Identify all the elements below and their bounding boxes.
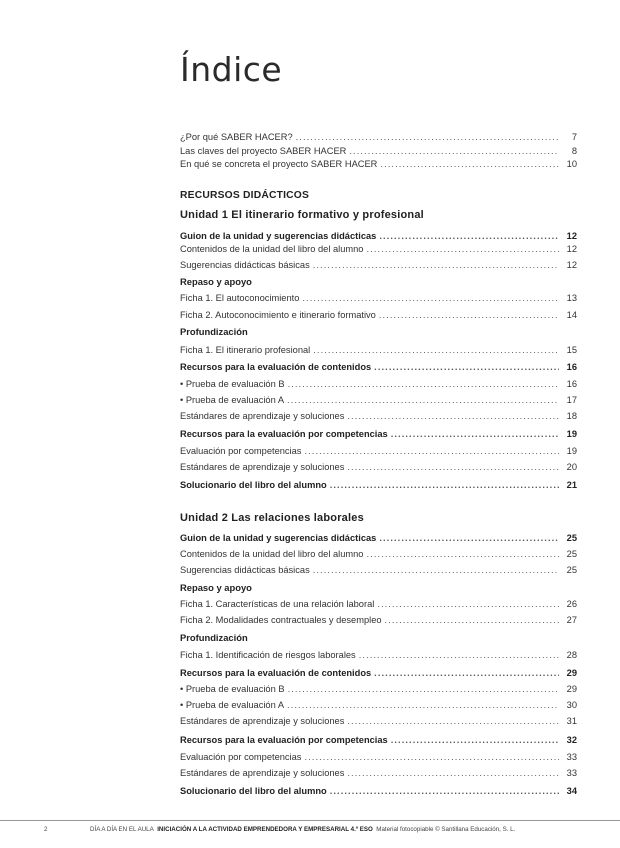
toc-entry-page: 29: [566, 684, 577, 694]
toc-entry-page: 13: [566, 293, 577, 303]
toc-entry-page: 18: [566, 411, 577, 421]
subsection-heading: Profundización: [180, 326, 248, 337]
toc-entry-page: 33: [566, 752, 577, 762]
toc-entry-label: Estándares de aprendizaje y soluciones: [180, 462, 345, 472]
toc-entry[interactable]: [180, 410, 577, 422]
toc-entry-page: 7: [571, 132, 577, 142]
toc-entry[interactable]: [180, 751, 577, 763]
toc-entry[interactable]: [180, 461, 577, 473]
toc-entry-label: Ficha 1. Características de una relación laboral: [180, 599, 375, 609]
dot-leader: [366, 548, 559, 560]
toc-entry[interactable]: [180, 445, 577, 457]
dot-leader: [366, 243, 559, 255]
dot-leader: [391, 734, 559, 746]
footer-copyright: Material fotocopiable © Santillana Educación, S. L.: [376, 826, 516, 833]
toc-entry[interactable]: [180, 614, 577, 626]
dot-leader: [347, 410, 559, 422]
toc-entry-label: Evaluación por competencias: [180, 446, 302, 456]
dot-leader: [287, 394, 559, 406]
toc-entry-page: 25: [566, 533, 577, 543]
toc-entry-label: Ficha 1. El itinerario profesional: [180, 345, 311, 355]
toc-entry-label: En qué se concreta el proyecto SABER HACER: [180, 159, 378, 169]
toc-entry[interactable]: [180, 649, 577, 661]
dot-leader: [288, 683, 559, 695]
dot-leader: [385, 614, 559, 626]
toc-entry-page: 31: [566, 716, 577, 726]
toc-entry-page: 34: [566, 786, 577, 796]
toc-entry-label: Estándares de aprendizaje y soluciones: [180, 768, 345, 778]
toc-entry-page: 27: [566, 615, 577, 625]
dot-leader: [347, 715, 559, 727]
footer-page-number: 2: [44, 826, 48, 833]
toc-entry[interactable]: [180, 428, 577, 440]
toc-entry-label: Estándares de aprendizaje y soluciones: [180, 411, 345, 421]
toc-entry[interactable]: [180, 479, 577, 491]
toc-entry[interactable]: [180, 243, 577, 255]
footer-divider: [0, 820, 620, 821]
toc-entry-label: Sugerencias didácticas básicas: [180, 260, 310, 270]
toc-entry-page: 25: [566, 565, 577, 575]
toc-entry-page: 21: [566, 480, 577, 490]
toc-entry-page: 17: [566, 395, 577, 405]
dot-leader: [288, 378, 559, 390]
dot-leader: [304, 751, 559, 763]
subsection-heading: Repaso y apoyo: [180, 582, 252, 593]
section-heading: RECURSOS DIDÁCTICOS: [180, 190, 310, 201]
toc-entry[interactable]: [180, 598, 577, 610]
toc-entry[interactable]: [180, 767, 577, 779]
toc-entry[interactable]: [180, 548, 577, 560]
toc-entry-label: Guion de la unidad y sugerencias didácticas: [180, 231, 377, 241]
dot-leader: [374, 667, 559, 679]
toc-entry[interactable]: [180, 230, 577, 242]
page-title: Índice: [180, 50, 283, 89]
toc-entry-page: 33: [566, 768, 577, 778]
toc-entry-label: Contenidos de la unidad del libro del alumno: [180, 549, 364, 559]
toc-entry-label: Recursos para la evaluación de contenidos: [180, 362, 372, 372]
dot-leader: [302, 292, 559, 304]
dot-leader: [313, 564, 559, 576]
toc-entry[interactable]: [180, 344, 577, 356]
toc-entry[interactable]: [180, 309, 577, 321]
toc-entry-label: Ficha 1. Identificación de riesgos laborales: [180, 650, 356, 660]
toc-entry-label: Ficha 2. Autoconocimiento e itinerario formativo: [180, 310, 376, 320]
toc-entry[interactable]: [180, 532, 577, 544]
toc-entry-page: 28: [566, 650, 577, 660]
dot-leader: [287, 699, 559, 711]
toc-entry-page: 16: [566, 379, 577, 389]
footer-text: [90, 826, 515, 833]
toc-entry-label: Solucionario del libro del alumno: [180, 480, 327, 490]
dot-leader: [374, 361, 559, 373]
dot-leader: [380, 158, 559, 170]
dot-leader: [379, 230, 559, 242]
toc-entry-label: • Prueba de evaluación B: [180, 684, 285, 694]
toc-entry-page: 25: [566, 549, 577, 559]
dot-leader: [296, 131, 559, 143]
toc-entry-label: Contenidos de la unidad del libro del alumno: [180, 244, 364, 254]
toc-entry-label: • Prueba de evaluación A: [180, 395, 285, 405]
toc-entry-page: 10: [566, 159, 577, 169]
toc-entry-label: Ficha 1. El autoconocimiento: [180, 293, 300, 303]
subsection-heading: Profundización: [180, 632, 248, 643]
toc-entry-label: Evaluación por competencias: [180, 752, 302, 762]
toc-entry[interactable]: [180, 145, 577, 157]
toc-entry-page: 12: [566, 231, 577, 241]
dot-leader: [347, 461, 559, 473]
unit-heading: Unidad 1 El itinerario formativo y profesional: [180, 209, 424, 221]
toc-entry-label: Recursos para la evaluación de contenidos: [180, 668, 372, 678]
toc-entry-page: 19: [566, 446, 577, 456]
toc-entry-page: 29: [566, 668, 577, 678]
toc-entry-label: Estándares de aprendizaje y soluciones: [180, 716, 345, 726]
toc-entry-page: 8: [571, 146, 577, 156]
footer-series: DÍA A DÍA EN EL AULA: [90, 826, 154, 833]
toc-entry[interactable]: [180, 699, 577, 711]
toc-entry-label: • Prueba de evaluación A: [180, 700, 285, 710]
toc-entry[interactable]: [180, 158, 577, 170]
dot-leader: [347, 767, 559, 779]
toc-entry-label: • Prueba de evaluación B: [180, 379, 285, 389]
toc-entry-label: Recursos para la evaluación por competencias: [180, 735, 388, 745]
toc-entry-page: 14: [566, 310, 577, 320]
toc-entry-label: Recursos para la evaluación por competencias: [180, 429, 388, 439]
toc-entry-label: Las claves del proyecto SABER HACER: [180, 146, 347, 156]
toc-entry-page: 26: [566, 599, 577, 609]
toc-entry[interactable]: [180, 259, 577, 271]
toc-entry-label: ¿Por qué SABER HACER?: [180, 132, 293, 142]
unit-heading: Unidad 2 Las relaciones laborales: [180, 512, 364, 524]
toc-entry[interactable]: [180, 785, 577, 797]
toc-entry[interactable]: [180, 683, 577, 695]
toc-entry-page: 15: [566, 345, 577, 355]
dot-leader: [377, 598, 559, 610]
dot-leader: [330, 479, 559, 491]
toc-entry-label: Solucionario del libro del alumno: [180, 786, 327, 796]
toc-entry[interactable]: [180, 394, 577, 406]
dot-leader: [391, 428, 559, 440]
toc-entry-label: Guion de la unidad y sugerencias didácticas: [180, 533, 377, 543]
toc-entry[interactable]: [180, 715, 577, 727]
dot-leader: [313, 259, 559, 271]
toc-entry-label: Ficha 2. Modalidades contractuales y desempleo: [180, 615, 382, 625]
toc-entry-page: 16: [566, 362, 577, 372]
toc-entry[interactable]: [180, 378, 577, 390]
toc-entry[interactable]: [180, 292, 577, 304]
toc-entry[interactable]: [180, 564, 577, 576]
toc-entry[interactable]: [180, 734, 577, 746]
toc-entry-page: 12: [566, 244, 577, 254]
toc-entry-page: 12: [566, 260, 577, 270]
toc-entry-page: 30: [566, 700, 577, 710]
subsection-heading: Repaso y apoyo: [180, 276, 252, 287]
toc-entry-page: 19: [566, 429, 577, 439]
dot-leader: [379, 309, 559, 321]
dot-leader: [304, 445, 559, 457]
toc-entry-page: 20: [566, 462, 577, 472]
dot-leader: [379, 532, 559, 544]
dot-leader: [359, 649, 559, 661]
toc-entry-label: Sugerencias didácticas básicas: [180, 565, 310, 575]
dot-leader: [313, 344, 559, 356]
toc-entry-page: 32: [566, 735, 577, 745]
toc-entry[interactable]: [180, 131, 577, 143]
toc-entry[interactable]: [180, 667, 577, 679]
dot-leader: [330, 785, 559, 797]
toc-entry[interactable]: [180, 361, 577, 373]
footer-book-title: INICIACIÓN A LA ACTIVIDAD EMPRENDEDORA Y EMPRESARIAL 4.º ESO: [157, 826, 373, 833]
dot-leader: [349, 145, 559, 157]
